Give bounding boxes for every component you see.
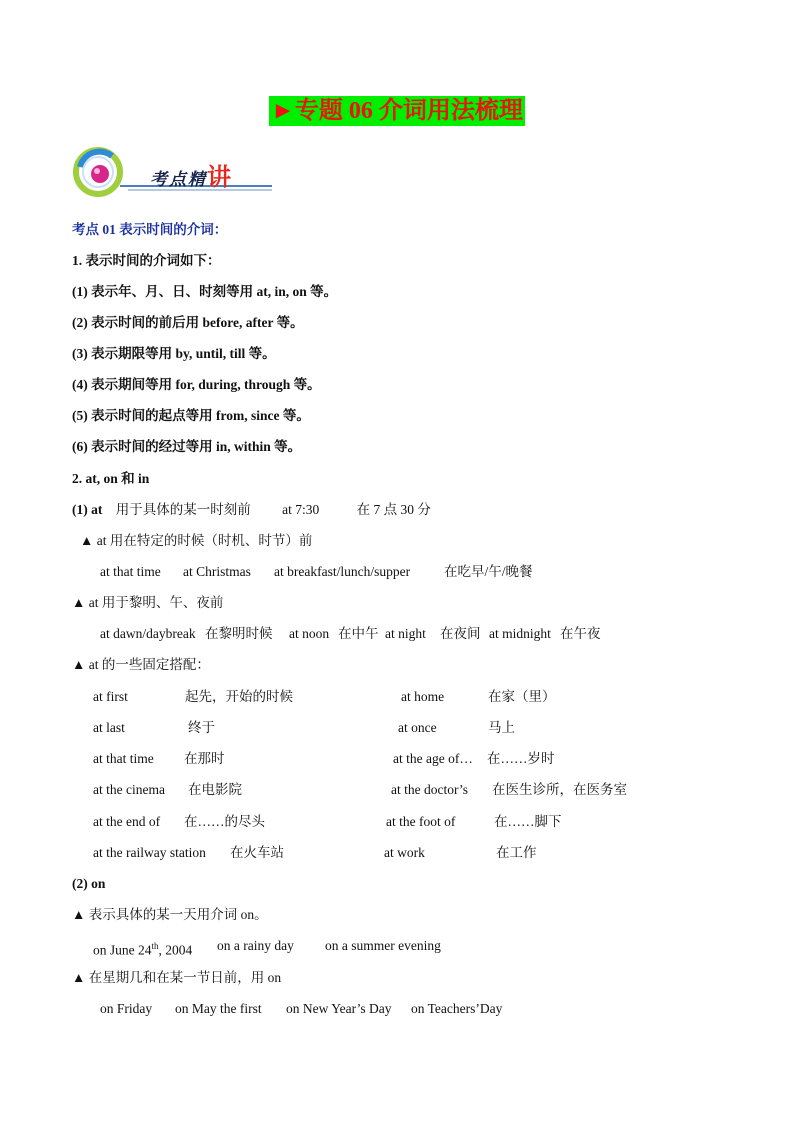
example-text: at Christmas [183, 564, 251, 579]
example-date-sup: th [151, 941, 159, 951]
example-date-tail: , 2004 [158, 942, 193, 958]
point-heading: 考点 01 表示时间的介词： [72, 222, 228, 237]
item-heading: 1. 表示时间的介词如下： [72, 253, 221, 268]
example-text: on Teachers’Day [411, 1001, 503, 1016]
phrase-en: at once [398, 720, 437, 735]
phrase-cn: 马上 [488, 720, 515, 735]
phrase-en: at the age of… [393, 751, 473, 766]
phrase-en: at home [401, 689, 445, 704]
phrase-cn: 在……脚下 [494, 814, 562, 829]
example-text: at dawn/daybreak [100, 626, 196, 641]
page-title [269, 96, 525, 126]
at-heading-line [72, 501, 431, 519]
on-tip: ▲ 表示具体的某一天用介词 on。 [72, 907, 268, 922]
list-item: (6) 表示时间的经过等用 in, within 等。 [72, 439, 302, 454]
phrase-en: at the foot of [386, 814, 456, 829]
example-text: 在吃早/午/晚餐 [444, 564, 533, 579]
phrase-cn: 在那时 [184, 751, 225, 766]
banner-title-text: 考点精 [150, 170, 207, 189]
phrase-cn: 在家（里） [488, 689, 556, 704]
example-text: on New Year’s Day [286, 1001, 392, 1016]
example-text: 在黎明时候 [205, 626, 273, 641]
list-item: (4) 表示期间等用 for, during, through 等。 [72, 377, 321, 392]
at-tip: ▲ at 的一些固定搭配： [72, 657, 210, 672]
phrase-en: at the railway station [93, 845, 206, 860]
at-tip: ▲ at 用在特定的时候（时机、时节）前 [80, 533, 313, 548]
phrase-en: at that time [93, 751, 154, 766]
example-text: 在夜间 [440, 626, 481, 641]
phrase-en: at work [384, 845, 425, 860]
at-example: at 7:30 [282, 502, 320, 517]
at-desc: 用于具体的某一时刻前 [115, 502, 251, 517]
phrase-cn: 在……的尽头 [184, 814, 265, 829]
page-title-text: 专题 06 介词用法梳理 [294, 98, 523, 124]
on-tip: ▲ 在星期几和在某一节日前，用 on [72, 970, 282, 985]
phrase-cn: 在……岁时 [487, 751, 555, 766]
example-text: on a summer evening [325, 938, 441, 953]
example-text: at breakfast/lunch/supper [274, 564, 411, 579]
phrase-en: at first [93, 689, 128, 704]
example-text: at noon [289, 626, 330, 641]
triangle-icon: ► [271, 98, 295, 124]
phrase-cn: 起先，开始的时候 [185, 689, 293, 704]
title-wrap [0, 96, 794, 126]
at-tip: ▲ at 用于黎明、午、夜前 [72, 595, 224, 610]
example-text [93, 937, 192, 960]
example-text: 在中午 [338, 626, 379, 641]
example-text: 在午夜 [560, 626, 601, 641]
phrase-en: at the doctor’s [391, 782, 468, 797]
banner-title-big: 讲 [207, 165, 233, 191]
list-item: (2) 表示时间的前后用 before, after 等。 [72, 315, 304, 330]
list-item: (3) 表示期限等用 by, until, till 等。 [72, 346, 276, 361]
phrase-cn: 在医生诊所，在医务室 [492, 782, 627, 797]
on-heading: (2) on [72, 876, 106, 891]
example-text: on Friday [100, 1001, 153, 1016]
at-heading: (1) at [72, 502, 103, 517]
example-text: at night [385, 626, 426, 641]
phrase-cn: 在火车站 [230, 845, 284, 860]
phrase-en: at last [93, 720, 125, 735]
example-text: at midnight [489, 626, 551, 641]
phrase-en: at the end of [93, 814, 161, 829]
example-date: on June 24 [93, 942, 152, 958]
example-text: on May the first [175, 1001, 262, 1016]
banner-title [150, 157, 233, 192]
list-item: (1) 表示年、月、日、时刻等用 at, in, on 等。 [72, 284, 338, 299]
at-example-cn: 在 7 点 30 分 [356, 502, 431, 517]
list-item: (5) 表示时间的起点等用 from, since 等。 [72, 408, 310, 423]
phrase-cn: 在工作 [496, 845, 537, 860]
example-text: at that time [100, 564, 161, 579]
section-banner [72, 147, 277, 197]
phrase-cn: 在电影院 [188, 782, 242, 797]
example-text: on a rainy day [217, 938, 294, 953]
phrase-en: at the cinema [93, 782, 165, 797]
item-heading: 2. at, on 和 in [72, 471, 150, 486]
phrase-cn: 终于 [188, 720, 215, 735]
